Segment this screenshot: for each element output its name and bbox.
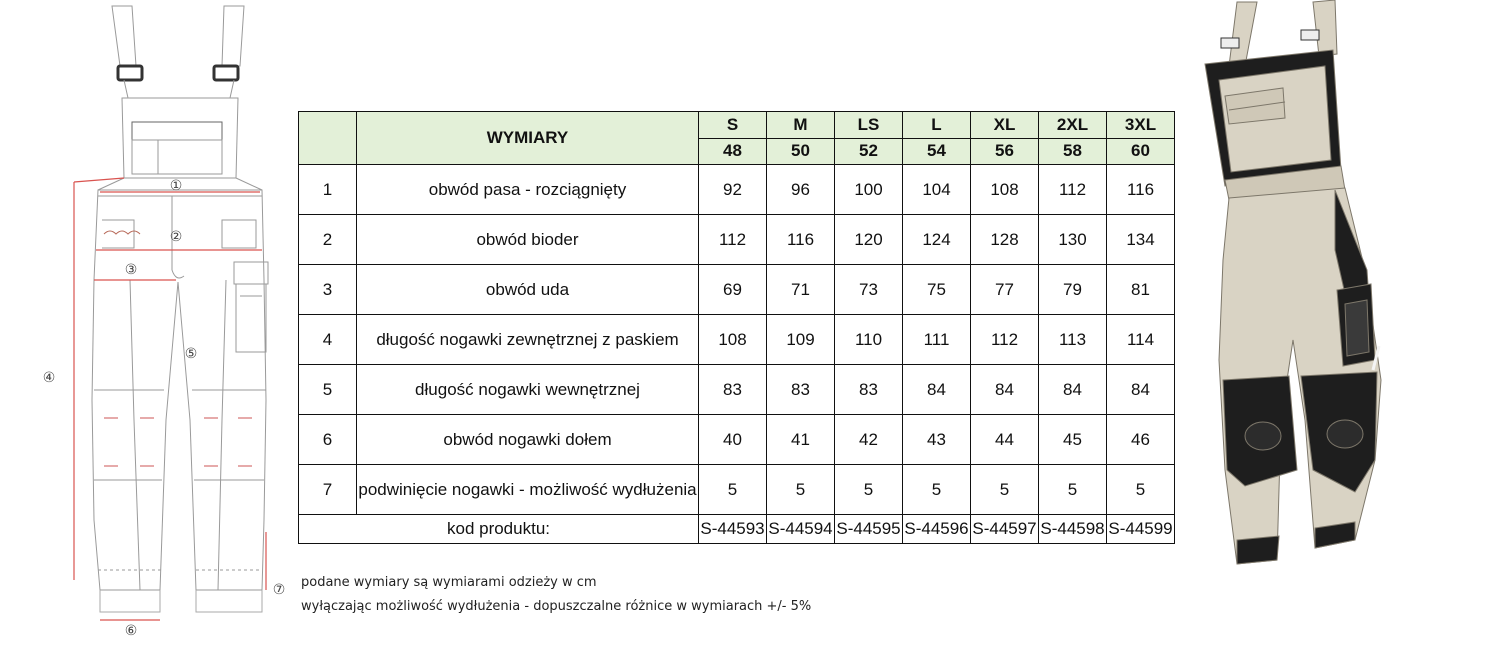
measurement-value: 100 <box>835 165 903 215</box>
measurement-value: 5 <box>903 465 971 515</box>
measurement-value: 73 <box>835 265 903 315</box>
measurement-value: 96 <box>767 165 835 215</box>
marker-2: ② <box>169 229 183 245</box>
measurement-value: 71 <box>767 265 835 315</box>
measurement-value: 110 <box>835 315 903 365</box>
measurement-value: 75 <box>903 265 971 315</box>
measurement-value: 104 <box>903 165 971 215</box>
table-title: WYMIARY <box>357 112 699 165</box>
footnote-units: podane wymiary są wymiarami odzieży w cm <box>301 575 597 590</box>
row-number: 7 <box>299 465 357 515</box>
measurement-value: 134 <box>1107 215 1175 265</box>
measurement-value: 44 <box>971 415 1039 465</box>
size-label: 3XL <box>1107 112 1175 139</box>
size-number: 54 <box>903 138 971 165</box>
product-code: S-44593 <box>699 515 767 544</box>
measurement-value: 116 <box>1107 165 1175 215</box>
measurement-value: 41 <box>767 415 835 465</box>
row-number: 4 <box>299 315 357 365</box>
footnote-tolerance: wyłączając możliwość wydłużenia - dopuszczalne różnice w wymiarach +/- 5% <box>301 599 812 614</box>
marker-4: ④ <box>42 370 56 386</box>
measurement-row <box>299 265 1175 315</box>
measurement-value: 84 <box>971 365 1039 415</box>
measurement-value: 77 <box>971 265 1039 315</box>
measurement-label: długość nogawki wewnętrznej <box>357 365 699 415</box>
measurement-value: 116 <box>767 215 835 265</box>
measurement-value: 81 <box>1107 265 1175 315</box>
measurement-value: 79 <box>1039 265 1107 315</box>
measurement-value: 5 <box>971 465 1039 515</box>
footnotes <box>301 573 811 621</box>
measurement-label: obwód pasa - rozciągnięty <box>357 165 699 215</box>
product-code-row <box>299 515 1175 544</box>
product-code: S-44599 <box>1107 515 1175 544</box>
marker-7: ⑦ <box>272 582 286 598</box>
size-label: LS <box>835 112 903 139</box>
measurement-value: 83 <box>767 365 835 415</box>
measurement-row <box>299 215 1175 265</box>
size-label: L <box>903 112 971 139</box>
measurement-value: 42 <box>835 415 903 465</box>
measurement-value: 108 <box>699 315 767 365</box>
measurement-value: 5 <box>699 465 767 515</box>
measurement-value: 112 <box>1039 165 1107 215</box>
measurement-value: 108 <box>971 165 1039 215</box>
measurement-value: 5 <box>835 465 903 515</box>
measurement-row <box>299 365 1175 415</box>
size-number: 56 <box>971 138 1039 165</box>
row-number: 1 <box>299 165 357 215</box>
measurement-row <box>299 165 1175 215</box>
row-number: 3 <box>299 265 357 315</box>
measurement-value: 83 <box>699 365 767 415</box>
measurement-value: 112 <box>971 315 1039 365</box>
measurement-value: 40 <box>699 415 767 465</box>
size-number: 50 <box>767 138 835 165</box>
measurement-label: obwód nogawki dołem <box>357 415 699 465</box>
measurement-label: obwód uda <box>357 265 699 315</box>
size-label: 2XL <box>1039 112 1107 139</box>
size-label: M <box>767 112 835 139</box>
product-code: S-44597 <box>971 515 1039 544</box>
header-blank-cell <box>299 112 357 165</box>
marker-5: ⑤ <box>184 346 198 362</box>
row-number: 6 <box>299 415 357 465</box>
measurement-value: 112 <box>699 215 767 265</box>
measurement-value: 84 <box>1107 365 1175 415</box>
measurement-label: obwód bioder <box>357 215 699 265</box>
measurement-value: 5 <box>767 465 835 515</box>
measurement-value: 43 <box>903 415 971 465</box>
marker-6: ⑥ <box>124 623 138 639</box>
measurement-label: długość nogawki zewnętrznej z paskiem <box>357 315 699 365</box>
marker-1: ① <box>169 178 183 194</box>
size-number: 52 <box>835 138 903 165</box>
size-label: S <box>699 112 767 139</box>
measurement-value: 84 <box>1039 365 1107 415</box>
measurement-value: 92 <box>699 165 767 215</box>
size-chart-table <box>298 111 1175 544</box>
product-code: S-44595 <box>835 515 903 544</box>
measurement-value: 120 <box>835 215 903 265</box>
measurement-value: 45 <box>1039 415 1107 465</box>
measurement-row <box>299 415 1175 465</box>
product-code: S-44596 <box>903 515 971 544</box>
size-label: XL <box>971 112 1039 139</box>
product-code: S-44598 <box>1039 515 1107 544</box>
overalls-measurement-diagram <box>0 0 300 666</box>
measurement-value: 83 <box>835 365 903 415</box>
measurement-value: 69 <box>699 265 767 315</box>
size-number: 48 <box>699 138 767 165</box>
row-number: 2 <box>299 215 357 265</box>
measurement-value: 114 <box>1107 315 1175 365</box>
measurement-value: 111 <box>903 315 971 365</box>
measurement-value: 128 <box>971 215 1039 265</box>
size-number: 60 <box>1107 138 1175 165</box>
measurement-value: 46 <box>1107 415 1175 465</box>
row-number: 5 <box>299 365 357 415</box>
marker-3: ③ <box>124 262 138 278</box>
measurement-value: 84 <box>903 365 971 415</box>
measurement-value: 5 <box>1039 465 1107 515</box>
size-number: 58 <box>1039 138 1107 165</box>
measurement-label: podwinięcie nogawki - możliwość wydłużenia <box>357 465 699 515</box>
measurement-value: 130 <box>1039 215 1107 265</box>
measurement-row <box>299 465 1175 515</box>
overalls-product-photo <box>1185 0 1485 666</box>
measurement-value: 109 <box>767 315 835 365</box>
measurement-value: 124 <box>903 215 971 265</box>
measurement-value: 113 <box>1039 315 1107 365</box>
measurement-row <box>299 315 1175 365</box>
measurement-value: 5 <box>1107 465 1175 515</box>
product-code: S-44594 <box>767 515 835 544</box>
product-code-label: kod produktu: <box>299 515 699 544</box>
